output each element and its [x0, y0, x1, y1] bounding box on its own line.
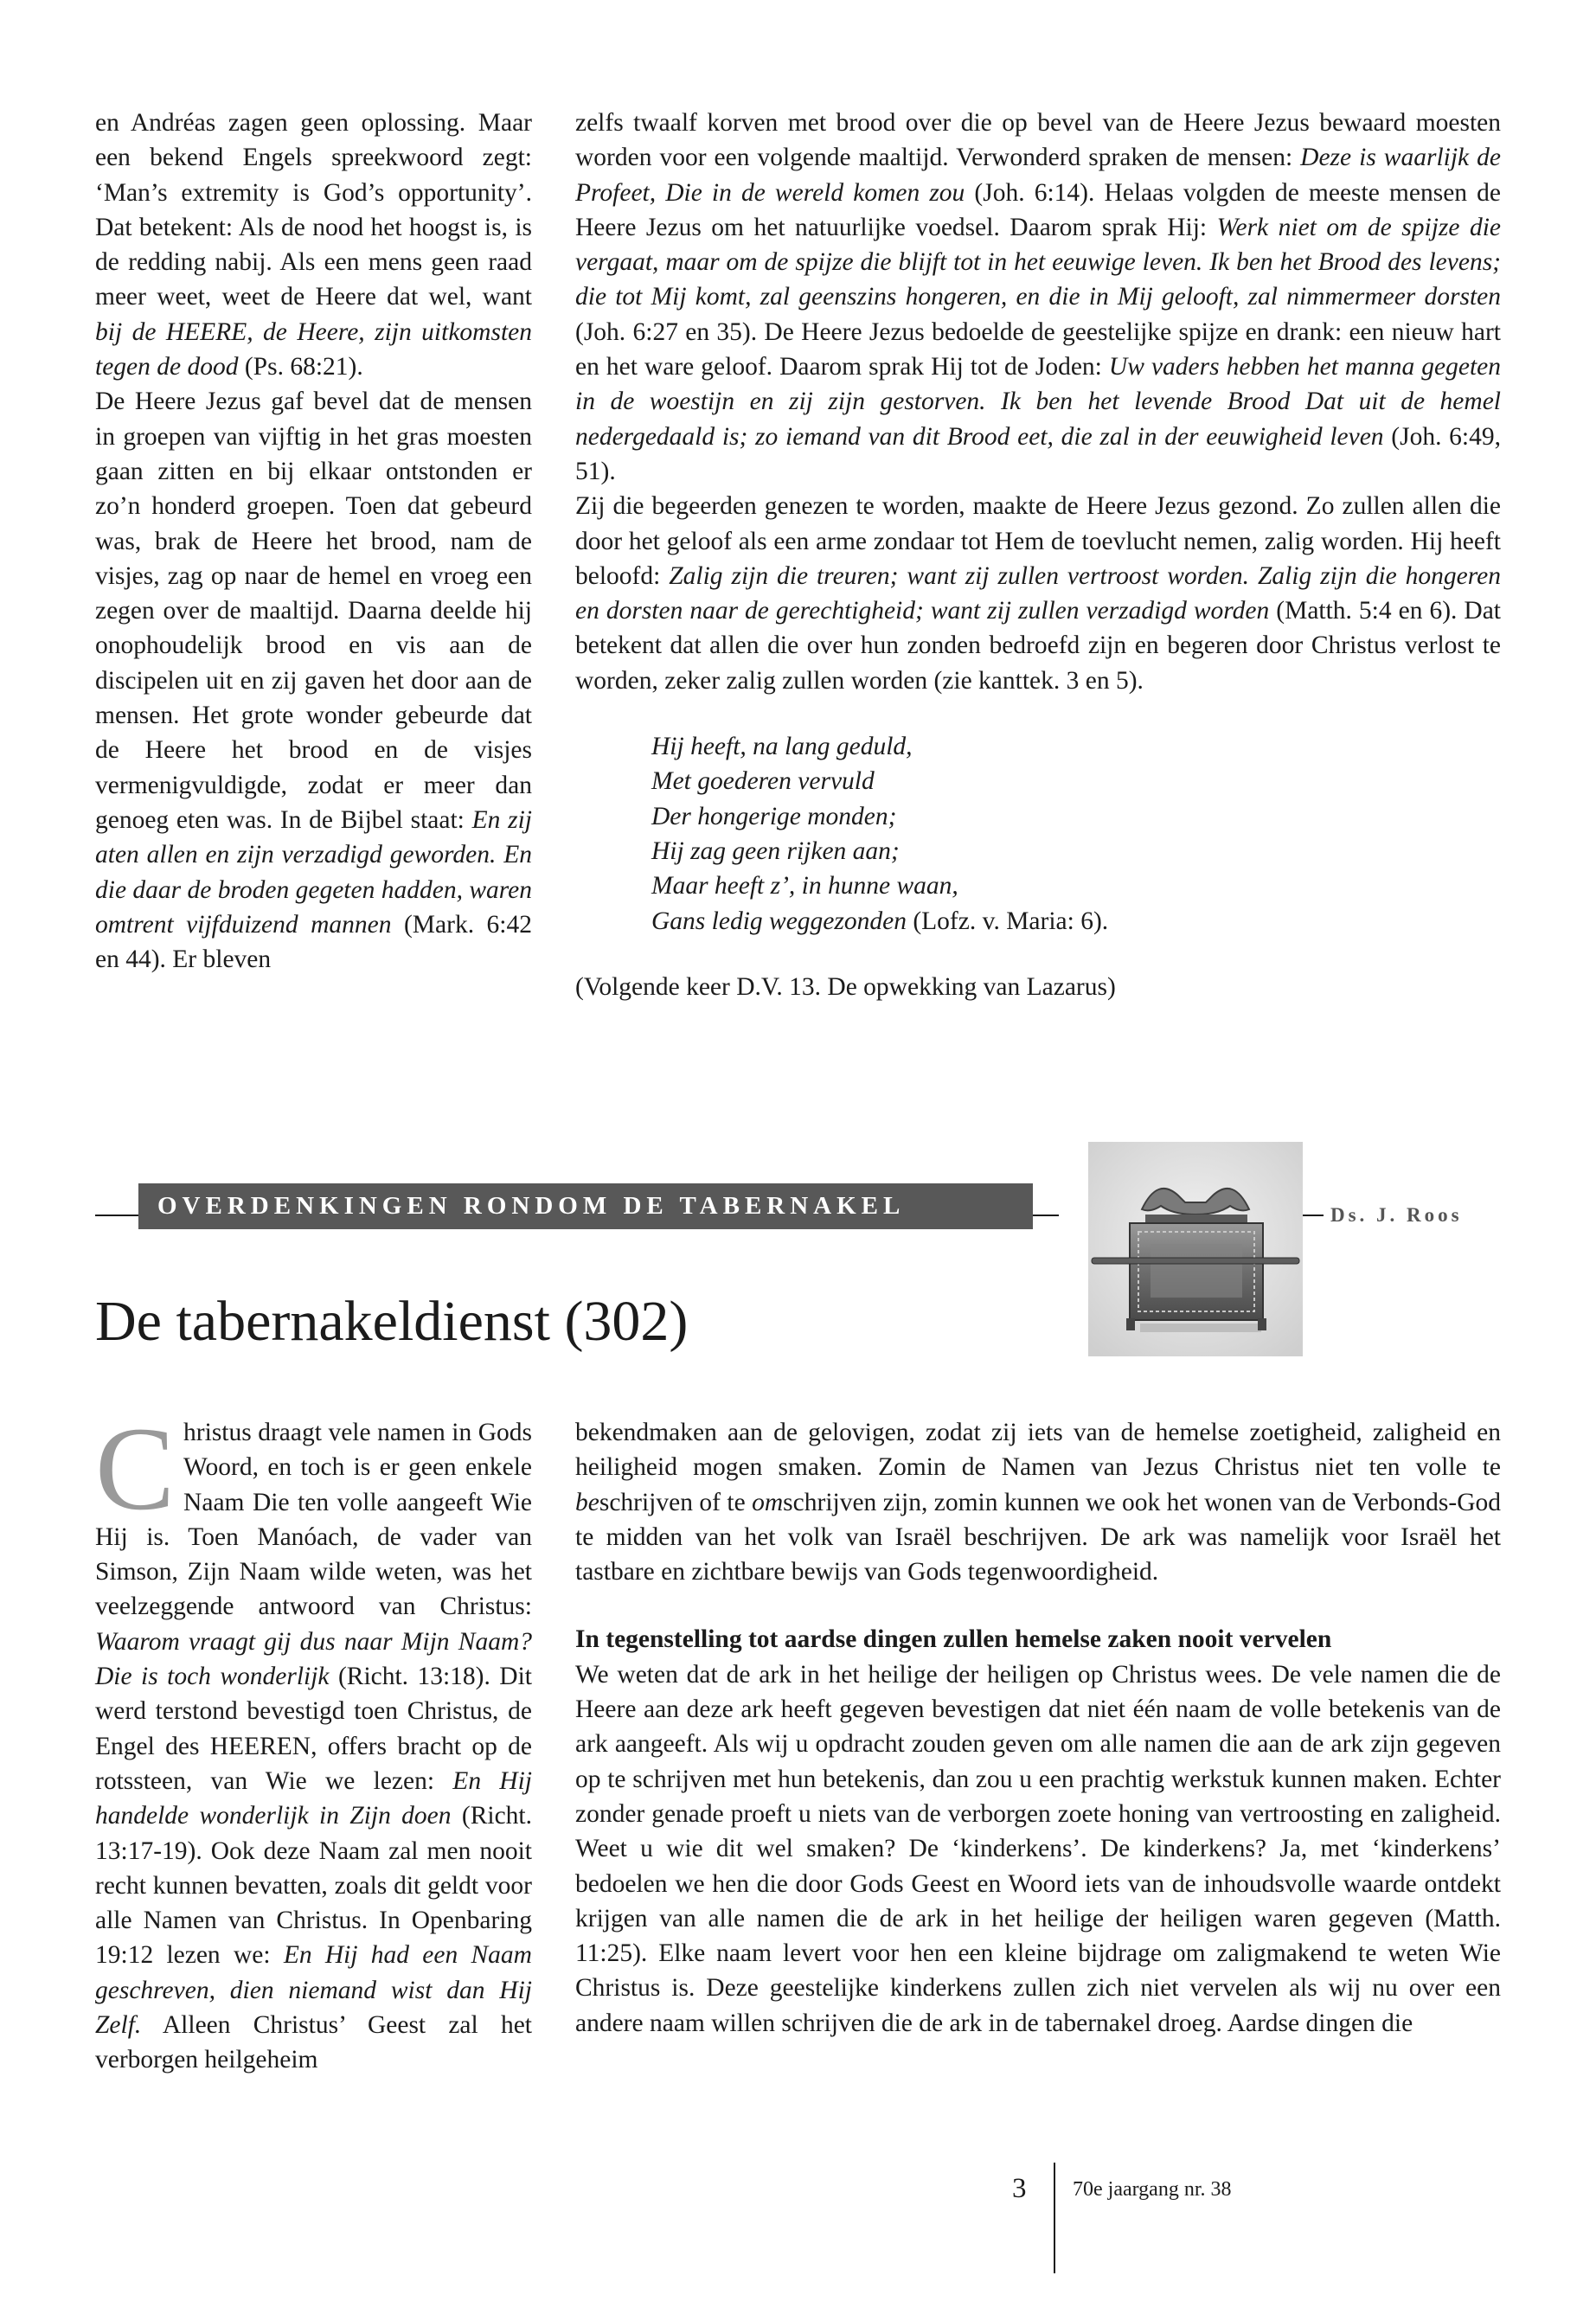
poem-line-last [651, 904, 1501, 939]
text-run: hristus draagt vele namen in Gods Woord, en toch is er geen enkele Naam Die ten volle aangeeft Wie Hij is. Toen Manóach, de vader van Simson, Zijn Naam wilde weten, was het veelzeggende antwoord van Christus: [95, 1419, 532, 1621]
text-run: (Joh. 6:14). Helaas volgden de meeste mensen de Heere Jezus om het natuurlijke voedsel. Daarom sprak Hij: [575, 178, 1501, 241]
italic-quote: En Hij had een Naam geschreven, dien niemand wist dan Hij Zelf. [95, 1941, 532, 2040]
section-band-title: OVERDENKINGEN RONDOM DE TABERNAKEL [138, 1183, 1033, 1229]
text-run: bekendmaken aan de gelovigen, zodat zij iets van de hemelse zoetigheid, zaligheid en heiligheid mogen smaken. Zomin de Namen van Jezus Christus niet ten volle te [575, 1419, 1501, 1482]
poem-line: Maar heeft z’, in hunne waan, [651, 872, 958, 901]
italic-quote: Deze is waarlijk de Profeet, Die in de wereld komen zou [575, 144, 1501, 207]
article-title: De tabernakeldienst (302) [95, 1290, 689, 1353]
text-run: (Joh. 6:49, 51). [575, 422, 1501, 485]
bottom-left-column [95, 1402, 533, 2078]
top-right-column [575, 106, 1501, 1004]
poem-stanza [651, 729, 1501, 939]
paragraph [575, 106, 1501, 489]
issue-info: 70e jaargang nr. 38 [1073, 2178, 1232, 2201]
footer-divider [1054, 2163, 1055, 2273]
page-number: 3 [1012, 2173, 1027, 2204]
text-run: Alleen Christus’ Geest zal het verborgen heilgeheim [95, 2011, 532, 2074]
poem-source: (Lofz. v. Maria: 6). [906, 907, 1109, 935]
poem-line: Met goederen vervuld [651, 767, 875, 796]
text-run: (Joh. 6:27 en 35). De Heere Jezus bedoelde de geestelijke spijze en drank: een nieuw hart en het ware geloof. Daarom sprak Hij tot de Joden: [575, 317, 1501, 381]
text-run: schrijven of te [599, 1488, 753, 1516]
italic-quote: Zalig zijn die treuren; want zij zullen vertroost worden. Zalig zijn die hongeren en dorsten naar de gerechtigheid; want zij zullen verzadigd worden [575, 561, 1502, 625]
text-run: (Ps. 68:21). [238, 353, 363, 381]
italic-quote: Werk niet om de spijze die vergaat, maar om de spijze die blijft tot in het eeuwige leven. Ik ben het Brood des levens; die tot Mij komt, zal geenszins hongeren, en die in Mij gelooft, zal nimmermeer dorsten [575, 213, 1501, 311]
paragraph [575, 1657, 1501, 2041]
italic-quote: bij de HEERE, de Heere, zijn uitkomsten tegen de dood [95, 317, 532, 381]
section-rule [1033, 1215, 1059, 1216]
paragraph [95, 384, 532, 977]
italic-quote: En Hij handelde wonderlijk in Zijn doen [95, 1766, 533, 1830]
text-run: schrijven zijn, zomin kunnen we ook het wonen van de Verbonds-God te midden van het volk van Israël beschrijven. De ark was namelijk voor Israël het tastbare en zichtbare bewijs van Gods tegenwoordigheid. [575, 1488, 1501, 1586]
section-rule [95, 1215, 138, 1216]
text-run: zelfs twaalf korven met brood over die op bevel van de Heere Jezus bewaard moesten worden voor een volgende maaltijd. Verwonderd spraken de mensen: [575, 109, 1501, 172]
author-byline: Ds. J. Roos [1330, 1204, 1463, 1226]
text-run: (Matth. 5:4 en 6). Dat betekent dat allen die over hun zonden bedroefd zijn en begeren door Christus verlost te worden, zeker zalig zullen worden (zie kanttek. 3 en 5). [575, 597, 1501, 695]
text-run: (Richt. 13:17-19). Ook deze Naam zal men nooit recht kunnen bevatten, zoals dit geldt voor alle Namen van Christus. In Openbaring 19:12 lezen we: [95, 1802, 532, 1970]
top-left-column [95, 106, 532, 977]
text-run: (Mark. 6:42 en 44). Er bleven [95, 910, 533, 974]
next-episode-note: (Volgende keer D.V. 13. De opwekking van Lazarus) [575, 972, 1116, 1001]
text-run: en Andréas zagen geen oplossing. Maar een bekend Engels spreekwoord zegt: ‘Man’s extremity is God’s opportunity’. Dat betekent: Als de nood het hoogst is, is de redding nabij. Als een mens geen raad meer weet, weet de Heere dat wel, want [95, 109, 532, 311]
text-run: We weten dat de ark in het heilige der heiligen op Christus wees. De vele namen die de Heere aan deze ark heeft gegeven bevestigen dat niet één naam de volle betekenis van de ark aangeeft. Als wij u opdracht zouden geven om alle namen die aan de ark zijn gegeven op te schrijven met hun betekenis, dan zou u een prachtig werkstuk kunnen maken. Echter zonder genade proeft u niets van de verborgen zoete honing van vertroosting en zaligheid. Weet u wie dit wel smaken? De ‘kinderkens’. De kinderkens? Ja, met ‘kinderkens’ bedoelen we hen die door Gods Geest en Woord iets van de inhoudsvolle waarde ontdekt krijgen van alle namen die de ark in het heilige der heiligen waren gegeven (Matth. 11:25). Elke naam levert voor hen een kleine bijdrage om zaligmakend te weten Wie Christus is. Deze geestelijke kinderkens zullen zich niet vervelen als wij nu over een andere naam willen schrijven die de ark in de tabernakel droeg. Aardse dingen die [575, 1660, 1501, 2037]
poem-line: Hij heeft, na lang geduld, [651, 733, 913, 761]
poem-line: Hij zag geen rijken aan; [651, 836, 900, 865]
poem-line-text: Gans ledig weggezonden [651, 907, 907, 935]
author-rule [1303, 1215, 1324, 1216]
italic-quote: Uw vaders hebben het manna gegeten in de woestijn en zij zijn gestorven. Ik ben het levende Brood Dat uit de hemel nedergedaald is; zo iemand van dit Brood eet, die zal in der eeuwigheid leven [575, 353, 1501, 451]
text-run: (Richt. 13:18). Dit werd terstond bevestigd toen Christus, de Engel des HEEREN, offers bracht op de rotssteen, van Wie we lezen: [95, 1663, 532, 1795]
italic-quote: be [575, 1488, 599, 1516]
poem-line: Der hongerige monden; [651, 802, 897, 830]
italic-quote: Waarom vraagt gij dus naar Mijn Naam? Die is toch wonderlijk [95, 1627, 532, 1691]
italic-quote: om [752, 1488, 784, 1516]
ark-of-covenant-image [1088, 1142, 1303, 1356]
italic-quote: En zij aten allen en zijn verzadigd geworden. En die daar de broden gegeten hadden, waren omtrent vijfduizend mannen [95, 805, 532, 939]
paragraph [575, 489, 1501, 698]
text-run: Zij die begeerden genezen te worden, maakte de Heere Jezus gezond. Zo zullen allen die door het geloof als een arme zondaar tot Hem de toevlucht nemen, zalig worden. Hij heeft beloofd: [575, 492, 1501, 590]
bottom-right-column [575, 1415, 1501, 2041]
paragraph [575, 1415, 1501, 1589]
drop-cap: C [95, 1402, 176, 1535]
text-run: De Heere Jezus gaf bevel dat de mensen in groepen van vijftig in het gras moesten gaan zitten en bij elkaar ontstonden er zo’n honderd groepen. Toen dat gebeurd was, brak de Heere het brood, nam de visjes, zag op naar de hemel en vroeg een zegen over de maaltijd. Daarna deelde hij onophoudelijk brood en vis aan de discipelen uit en zij gaven het door aan de mensen. Het grote wonder gebeurde dat de Heere het brood en de visjes vermenigvuldigde, zodat er meer dan genoeg eten was. In de Bijbel staat: [95, 388, 532, 834]
subheading: In tegenstelling tot aardse dingen zullen hemelse zaken nooit vervelen [575, 1625, 1332, 1654]
paragraph [95, 106, 532, 384]
